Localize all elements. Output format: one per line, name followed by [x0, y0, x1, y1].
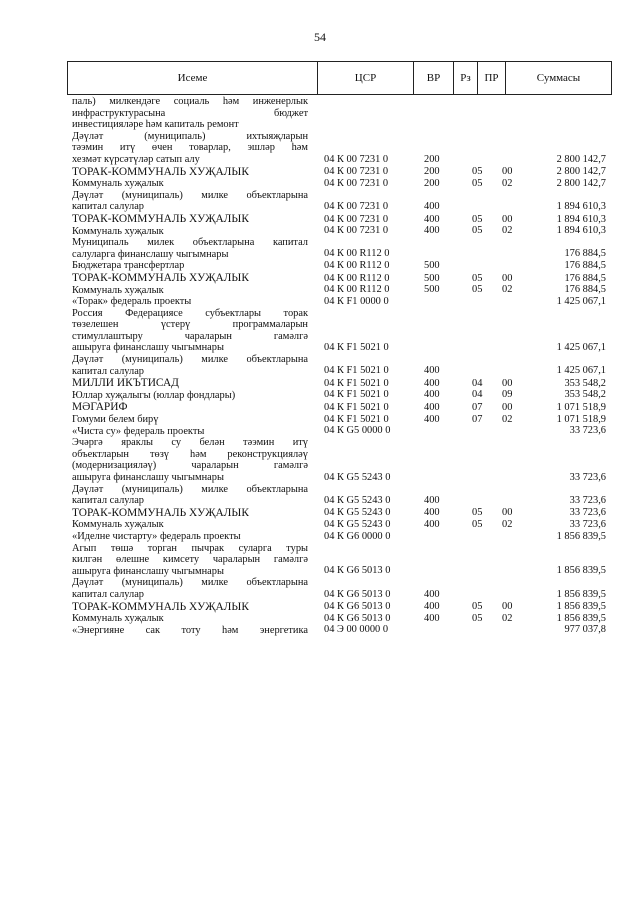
row-name: [72, 414, 308, 426]
row-name-line: (модернизацияләү) чараларын гамәлгә: [72, 460, 308, 472]
row-pr: 02: [502, 413, 513, 425]
row-name-line: Россия Федерациясе субъектлары торак: [72, 307, 308, 319]
row-name: [72, 577, 308, 600]
row-vr: 400: [424, 213, 440, 225]
row-sum: 1 071 518,9: [556, 402, 606, 414]
row-name-line: Дәүләт (муниципаль) милке объектларына: [72, 483, 308, 495]
row-sum: 1 425 067,1: [556, 365, 606, 377]
row-name-line: Дәүләт (муниципаль) ихтыяҗларын: [72, 130, 308, 142]
row-csr: 04 К 00 7231 0: [324, 177, 389, 189]
table-row: [72, 577, 612, 600]
row-csr: 04 К F1 5021 0: [324, 377, 389, 389]
row-csr: 04 К G5 5243 0: [324, 494, 391, 506]
header-pr: ПР: [478, 62, 506, 94]
row-sum: 1 894 610,3: [556, 225, 606, 237]
row-name-line: капитал салулар: [72, 201, 144, 213]
row-name: [72, 178, 308, 190]
row-vr: 400: [424, 225, 440, 237]
row-name: [72, 601, 308, 614]
row-sum: 2 800 142,7: [556, 166, 606, 178]
row-name: [72, 613, 308, 625]
row-pr: 00: [502, 377, 513, 389]
table-row: [72, 190, 612, 213]
row-name-line: ТОРАК-КОММУНАЛЬ ХУҖАЛЫК: [72, 600, 249, 613]
row-name-line: Дәүләт (муниципаль) милке объектларына: [72, 189, 308, 201]
row-name-line: объектларын төзү һәм реконструкцияләү: [72, 448, 308, 460]
row-sum: 1 071 518,9: [556, 413, 606, 425]
row-name-line: ТОРАК-КОММУНАЛЬ ХУҖАЛЫК: [72, 165, 249, 178]
row-sum: 33 723,6: [569, 471, 606, 483]
row-name-line: инфраструктурасына бюджет: [72, 107, 308, 119]
row-csr: 04 К G5 5243 0: [324, 471, 391, 483]
row-pr: 02: [502, 612, 513, 624]
row-csr: 04 Э 00 0000 0: [324, 624, 389, 636]
row-csr: 04 К 00 7231 0: [324, 153, 389, 165]
row-name: [72, 96, 308, 131]
row-sum: 977 037,8: [564, 624, 606, 636]
row-csr: 04 К G6 5013 0: [324, 565, 391, 577]
row-sum: 1 856 839,5: [556, 530, 606, 542]
row-csr: 04 К 00 7231 0: [324, 166, 389, 178]
row-rz: 05: [472, 612, 483, 624]
row-name-line: паль) милкендәге социаль һәм инженерлык: [72, 96, 308, 107]
row-name: [72, 625, 308, 637]
row-csr: 04 К 00 7231 0: [324, 213, 389, 225]
table-row: [72, 437, 612, 483]
row-name: [72, 285, 308, 297]
row-rz: 05: [472, 518, 483, 530]
table-row: [72, 166, 612, 179]
row-name-line: стимуллаштыру чараларын гамәлгә: [72, 330, 308, 342]
row-rz: 05: [472, 284, 483, 296]
row-name: [72, 437, 308, 483]
row-sum: 353 548,2: [564, 377, 606, 389]
row-sum: 33 723,6: [569, 425, 606, 437]
row-csr: 04 К F1 5021 0: [324, 413, 389, 425]
row-name-line: салуларга финанслашу чыгымнары: [72, 248, 229, 260]
row-pr: 02: [502, 225, 513, 237]
table-row: [72, 625, 612, 637]
table-row: [72, 519, 612, 531]
row-sum: 2 800 142,7: [556, 153, 606, 165]
row-csr: 04 К F1 5021 0: [324, 342, 389, 354]
row-name-line: Дәүләт (муниципаль) милке объектларына: [72, 354, 308, 366]
row-name-line: ТОРАК-КОММУНАЛЬ ХУҖАЛЫК: [72, 271, 249, 284]
row-sum: 1 856 839,5: [556, 588, 606, 600]
row-name-line: капитал салулар: [72, 588, 144, 600]
row-vr: 400: [424, 612, 440, 624]
row-name-line: ашыруга финанслашу чыгымнары: [72, 472, 224, 483]
row-rz: 05: [472, 225, 483, 237]
table-row: [72, 237, 612, 260]
row-name: [72, 401, 308, 414]
table-row: [72, 507, 612, 520]
row-rz: 07: [472, 413, 483, 425]
row-vr: 400: [424, 588, 440, 600]
row-vr: 500: [424, 259, 440, 271]
row-sum: 353 548,2: [564, 389, 606, 401]
row-csr: 04 К 00 7231 0: [324, 225, 389, 237]
row-name-line: капитал салулар: [72, 495, 144, 507]
row-csr: 04 К G5 5243 0: [324, 518, 391, 530]
table-row: [72, 613, 612, 625]
row-sum: 1 856 839,5: [556, 565, 606, 577]
row-name-line: ашыруга финанслашу чыгымнары: [72, 342, 224, 354]
row-vr: 400: [424, 402, 440, 414]
row-sum: 2 800 142,7: [556, 177, 606, 189]
row-name: [72, 260, 308, 272]
row-name: [72, 390, 308, 402]
table-row: [72, 272, 612, 285]
row-sum: 1 856 839,5: [556, 601, 606, 613]
row-name-line: Коммуналь хуҗалык: [72, 519, 164, 531]
row-pr: 00: [502, 601, 513, 613]
header-csr: ЦСР: [318, 62, 414, 94]
row-name-line: «Чиста су» федераль проекты: [72, 425, 205, 437]
row-name: [72, 296, 308, 308]
row-rz: 05: [472, 213, 483, 225]
row-name: [72, 531, 308, 543]
row-name: [72, 213, 308, 226]
row-csr: 04 К F1 0000 0: [324, 295, 389, 307]
row-sum: 33 723,6: [569, 518, 606, 530]
row-name: [72, 484, 308, 507]
row-csr: 04 К G5 5243 0: [324, 507, 391, 519]
row-sum: 176 884,5: [564, 284, 606, 296]
row-vr: 400: [424, 601, 440, 613]
header-vr: ВР: [414, 62, 454, 94]
row-csr: 04 К 00 7231 0: [324, 200, 389, 212]
table-row: [72, 96, 612, 131]
row-name-line: Бюджетара трансфертлар: [72, 260, 185, 272]
row-pr: 02: [502, 177, 513, 189]
row-pr: 02: [502, 518, 513, 530]
table-row: [72, 401, 612, 414]
row-name: [72, 543, 308, 578]
row-sum: 176 884,5: [564, 272, 606, 284]
header-name: Исеме: [68, 62, 318, 94]
row-name-line: капитал салулар: [72, 365, 144, 377]
table-row: [72, 178, 612, 190]
table-body: [72, 96, 612, 636]
row-rz: 05: [472, 507, 483, 519]
row-rz: 05: [472, 272, 483, 284]
row-name-line: «Иделне чистарту» федераль проекты: [72, 530, 241, 542]
row-name-line: Агып төшә торган пычрак суларга туры: [72, 542, 308, 554]
row-sum: 1 425 067,1: [556, 342, 606, 354]
row-vr: 200: [424, 177, 440, 189]
row-csr: 04 К F1 5021 0: [324, 365, 389, 377]
row-name: [72, 166, 308, 179]
row-name-line: Дәүләт (муниципаль) милке объектларына: [72, 577, 308, 589]
row-pr: 00: [502, 272, 513, 284]
row-name-line: ТОРАК-КОММУНАЛЬ ХУҖАЛЫК: [72, 506, 249, 519]
row-vr: 400: [424, 365, 440, 377]
table-row: [72, 285, 612, 297]
row-name: [72, 308, 308, 354]
row-name-line: Эчәргә яраклы су белән тәэмин итү: [72, 437, 308, 449]
page-number: 54: [314, 30, 326, 44]
row-csr: 04 К F1 5021 0: [324, 402, 389, 414]
table-row: [72, 226, 612, 238]
row-name: [72, 131, 308, 166]
row-pr: 00: [502, 213, 513, 225]
row-csr: 04 К 00 R112 0: [324, 284, 390, 296]
table-row: [72, 377, 612, 390]
table-row: [72, 484, 612, 507]
header-sum: Суммасы: [536, 72, 581, 84]
table-header: [67, 61, 612, 95]
row-name-line: Юллар хуҗалыгы (юллар фондлары): [72, 389, 236, 401]
table-row: [72, 260, 612, 272]
row-name: [72, 426, 308, 438]
row-name-line: тәэмин итү өчен товарлар, эшләр һәм: [72, 142, 308, 154]
row-csr: 04 К F1 5021 0: [324, 389, 389, 401]
row-name-line: хезмәт күрсәтүләр сатып алу: [72, 153, 200, 165]
row-vr: 500: [424, 284, 440, 296]
row-rz: 05: [472, 601, 483, 613]
row-sum: 176 884,5: [564, 259, 606, 271]
table-row: [72, 296, 612, 308]
row-pr: 02: [502, 284, 513, 296]
table-row: [72, 308, 612, 354]
row-rz: 04: [472, 377, 483, 389]
row-sum: 1 425 067,1: [556, 295, 606, 307]
row-vr: 200: [424, 166, 440, 178]
row-vr: 400: [424, 413, 440, 425]
row-csr: 04 К G6 5013 0: [324, 612, 391, 624]
row-vr: 400: [424, 389, 440, 401]
row-name-line: ТОРАК-КОММУНАЛЬ ХУҖАЛЫК: [72, 212, 249, 225]
row-vr: 400: [424, 518, 440, 530]
row-name-line: Коммуналь хуҗалык: [72, 613, 164, 625]
row-csr: 04 К G6 5013 0: [324, 588, 391, 600]
table-row: [72, 390, 612, 402]
row-sum: 1 894 610,3: [556, 213, 606, 225]
row-name-line: Коммуналь хуҗалык: [72, 284, 164, 296]
row-rz: 04: [472, 389, 483, 401]
row-vr: 400: [424, 494, 440, 506]
row-name-line: ашыруга финанслашу чыгымнары: [72, 565, 224, 577]
row-name-line: Муниципаль милек объектларына капитал: [72, 237, 308, 249]
header-rz: Рз: [454, 62, 478, 94]
table-row: [72, 601, 612, 614]
row-vr: 400: [424, 377, 440, 389]
row-pr: 09: [502, 389, 513, 401]
row-name-line: инвестицияләре һәм капиталь ремонт: [72, 119, 239, 131]
row-csr: 04 К 00 R112 0: [324, 272, 390, 284]
table-row: [72, 543, 612, 578]
row-vr: 400: [424, 200, 440, 212]
row-sum: 33 723,6: [569, 494, 606, 506]
row-csr: 04 К G6 5013 0: [324, 601, 391, 613]
row-sum: 1 856 839,5: [556, 612, 606, 624]
row-name-line: Коммуналь хуҗалык: [72, 178, 164, 190]
row-name: [72, 354, 308, 377]
table-row: [72, 354, 612, 377]
row-name-line: Гомуми белем бирү: [72, 414, 159, 426]
row-csr: 04 К G6 0000 0: [324, 530, 391, 542]
row-sum: 1 894 610,3: [556, 200, 606, 212]
row-name-line: МӘГАРИФ: [72, 401, 128, 414]
table-row: [72, 426, 612, 438]
row-name-line: төзелешен үстерү программаларын: [72, 319, 308, 331]
row-name-line: «Торак» федераль проекты: [72, 296, 192, 308]
table-row: [72, 213, 612, 226]
table-row: [72, 531, 612, 543]
row-csr: 04 К G5 0000 0: [324, 425, 391, 437]
row-name: [72, 226, 308, 238]
row-sum: 176 884,5: [564, 248, 606, 260]
row-name: [72, 237, 308, 260]
row-pr: 00: [502, 166, 513, 178]
row-csr: 04 К 00 R112 0: [324, 259, 390, 271]
row-rz: 05: [472, 166, 483, 178]
row-name-line: килгән өлешне кимсету чараларын гамәлгә: [72, 554, 308, 566]
row-name-line: «Энергияне сак тоту һәм энергетика: [72, 624, 308, 636]
row-pr: 00: [502, 402, 513, 414]
row-rz: 07: [472, 402, 483, 414]
row-name: [72, 272, 308, 285]
row-vr: 200: [424, 153, 440, 165]
row-name-line: МИЛЛИ ИКЪТИСАД: [72, 377, 179, 390]
table-row: [72, 131, 612, 166]
row-name: [72, 507, 308, 520]
row-sum: 33 723,6: [569, 507, 606, 519]
table-row: [72, 414, 612, 426]
row-vr: 400: [424, 507, 440, 519]
row-csr: 04 К 00 R112 0: [324, 248, 390, 260]
row-vr: 500: [424, 272, 440, 284]
row-name: [72, 190, 308, 213]
row-rz: 05: [472, 177, 483, 189]
row-pr: 00: [502, 507, 513, 519]
row-name: [72, 377, 308, 390]
row-name-line: Коммуналь хуҗалык: [72, 225, 164, 237]
row-name: [72, 519, 308, 531]
